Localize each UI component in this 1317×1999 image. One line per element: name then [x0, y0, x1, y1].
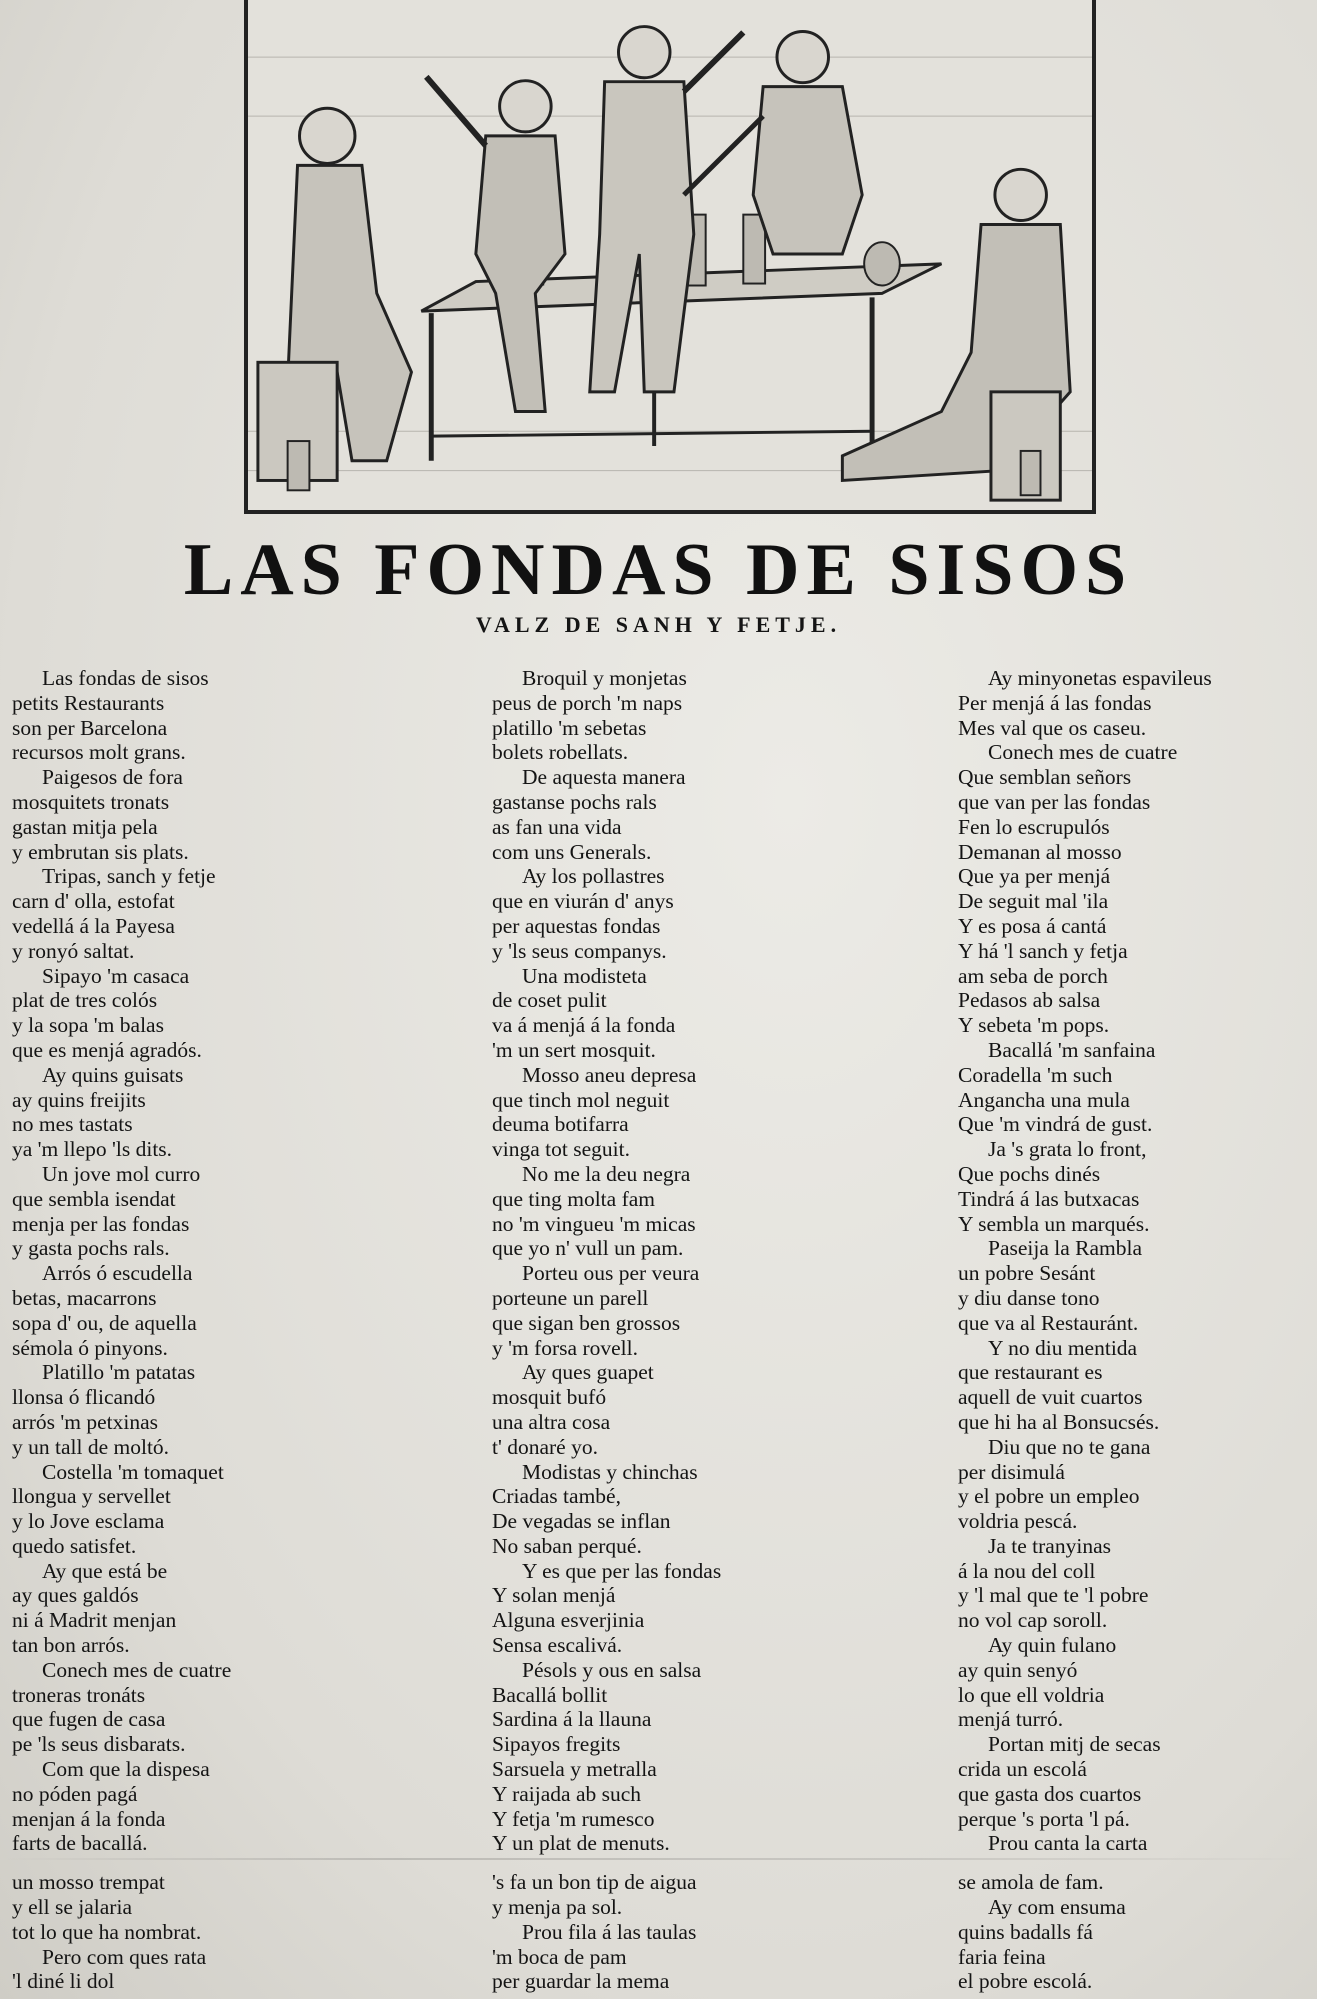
- verse-line: no póden pagá: [12, 1781, 138, 1806]
- verse-line: que gasta dos cuartos: [958, 1781, 1142, 1806]
- verse-line: Bacallá 'm sanfaina: [988, 1037, 1156, 1062]
- page-subtitle: VALZ DE SANH Y FETJE.: [475, 612, 842, 637]
- verse-line: y menja pa sol.: [492, 1895, 623, 1920]
- verse-line: tot lo que ha nombrat.: [12, 1919, 202, 1944]
- verse-line: y la sopa 'm balas: [12, 1013, 164, 1038]
- verse-column-3: [958, 666, 1212, 1994]
- verse-column-2: [492, 666, 721, 1994]
- verse-line: 'm un sert mosquit.: [492, 1037, 656, 1062]
- verse-line: mosquitets tronats: [12, 789, 170, 814]
- verse-line: un pobre Sesánt: [958, 1261, 1096, 1286]
- verse-line: carn d' olla, estofat: [12, 889, 175, 914]
- tavern-scene-icon: [248, 0, 1092, 510]
- verse-line: Per menjá á las fondas: [958, 690, 1152, 715]
- verse-line: gastan mitja pela: [12, 814, 158, 839]
- verse-line: arrós 'm petxinas: [12, 1409, 158, 1434]
- verse-line: que sigan ben grossos: [492, 1310, 681, 1335]
- verse-line: ay quins freijits: [12, 1087, 146, 1112]
- verse-line: Paseija la Rambla: [988, 1236, 1143, 1261]
- verse-line: Que pochs dinés: [958, 1161, 1101, 1186]
- verse-line: Ay quins guisats: [42, 1062, 184, 1087]
- verse-line: no mes tastats: [12, 1112, 133, 1137]
- verse-line: per guardar la mema: [492, 1969, 670, 1994]
- verse-line: y ronyó saltat.: [12, 938, 135, 963]
- verse-line: deuma botifarra: [492, 1112, 629, 1137]
- verse-line: gastanse pochs rals: [492, 789, 657, 814]
- page-title: LAS FONDAS DE SISOS: [183, 529, 1134, 611]
- verse-line: troneras tronáts: [12, 1682, 146, 1707]
- verse-line: Y raijada ab such: [492, 1781, 642, 1806]
- verse-line: y 'ls seus companys.: [492, 938, 667, 963]
- verse-line: lo que ell voldria: [958, 1682, 1105, 1707]
- verse-line: platillo 'm sebetas: [492, 715, 647, 740]
- verse-line: una altra cosa: [492, 1409, 611, 1434]
- paper-fold-line: [0, 1858, 1317, 1860]
- verse-line: Ay com ensuma: [988, 1895, 1126, 1920]
- verse-line: Diu que no te gana: [988, 1434, 1151, 1459]
- verse-line: betas, macarrons: [12, 1285, 157, 1310]
- verse-line: plat de tres colós: [12, 988, 158, 1013]
- verse-line: Conech mes de cuatre: [988, 740, 1178, 765]
- verse-line: el pobre escolá.: [958, 1969, 1093, 1994]
- verse-line: com uns Generals.: [492, 839, 652, 864]
- verse-line: Pero com ques rata: [42, 1944, 207, 1969]
- verse-line: que es menjá agradós.: [12, 1037, 202, 1062]
- verse-line: ay ques galdós: [12, 1583, 139, 1608]
- verse-line: Sensa escalivá.: [492, 1633, 623, 1658]
- verse-line: 'l diné li dol: [12, 1969, 115, 1994]
- verse-line: que en viurán d' anys: [492, 889, 674, 914]
- verse-line: Que ya per menjá: [958, 864, 1111, 889]
- verse-line: 'm boca de pam: [492, 1944, 627, 1969]
- verse-line: crida un escolá: [958, 1757, 1087, 1782]
- verse-line: Costella 'm tomaquet: [42, 1459, 224, 1484]
- verse-line: Y es posa á cantá: [958, 913, 1107, 938]
- verse-line: llonsa ó flicandó: [12, 1385, 156, 1410]
- verse-line: Y fetja 'm rumesco: [492, 1806, 655, 1831]
- verse-line: Fen lo escrupulós: [958, 814, 1110, 839]
- verse-line: que fugen de casa: [12, 1707, 166, 1732]
- verse-line: am seba de porch: [958, 963, 1108, 988]
- verse-line: quins badalls fá: [958, 1919, 1093, 1944]
- verse-line: Y es que per las fondas: [522, 1558, 722, 1583]
- verse-line: Alguna esverjinia: [492, 1608, 645, 1633]
- verse-line: y 'm forsa rovell.: [492, 1335, 638, 1360]
- verse-line: y gasta pochs rals.: [12, 1236, 170, 1261]
- verse-line: Pésols y ous en salsa: [522, 1657, 702, 1682]
- verse-line: Coradella 'm such: [958, 1062, 1113, 1087]
- verse-line: Y sembla un marqués.: [958, 1211, 1150, 1236]
- verse-line: que restaurant es: [958, 1360, 1103, 1385]
- verse-line: que tinch mol neguit: [492, 1087, 670, 1112]
- verse-line: petits Restaurants: [12, 690, 165, 715]
- verse-line: as fan una vida: [492, 814, 622, 839]
- verse-line: Y un plat de menuts.: [492, 1831, 670, 1856]
- verse-column-1: [12, 666, 231, 1994]
- verse-line: menja per las fondas: [12, 1211, 190, 1236]
- verse-line: faria feina: [958, 1944, 1046, 1969]
- verse-line: un mosso trempat: [12, 1870, 165, 1895]
- verse-line: Paigesos de fora: [42, 765, 183, 790]
- verse-line: Prou fila á las taulas: [522, 1919, 697, 1944]
- verse-line: vinga tot seguit.: [492, 1137, 630, 1162]
- verse-line: Sardina á la llauna: [492, 1707, 652, 1732]
- verse-line: que hi ha al Bonsucsés.: [958, 1409, 1160, 1434]
- verse-line: porteune un parell: [492, 1285, 649, 1310]
- verse-line: y el pobre un empleo: [958, 1484, 1140, 1509]
- verse-line: mosquit bufó: [492, 1385, 607, 1410]
- verse-line: tan bon arrós.: [12, 1633, 130, 1658]
- verse-line: Criadas també,: [492, 1484, 621, 1509]
- tavern-woodcut-illustration: [244, 0, 1096, 514]
- verse-line: y 'l mal que te 'l pobre: [958, 1583, 1149, 1608]
- verse-line: peus de porch 'm naps: [492, 690, 683, 715]
- verse-line: Arrós ó escudella: [42, 1261, 193, 1286]
- verse-line: Y solan menjá: [492, 1583, 616, 1608]
- verse-line: recursos molt grans.: [12, 740, 186, 765]
- verse-line: De aquesta manera: [522, 765, 686, 790]
- verse-line: Modistas y chinchas: [522, 1459, 698, 1484]
- verse-line: Mosso aneu depresa: [522, 1062, 697, 1087]
- verse-line: sopa d' ou, de aquella: [12, 1310, 197, 1335]
- verse-line: que sembla isendat: [12, 1186, 176, 1211]
- verse-line: Una modisteta: [522, 963, 647, 988]
- verse-line: De vegadas se inflan: [492, 1509, 671, 1534]
- verse-line: que yo n' vull un pam.: [492, 1236, 684, 1261]
- verse-line: t' donaré yo.: [492, 1434, 598, 1459]
- verse-line: de coset pulit: [492, 988, 607, 1013]
- verse-line: Ja 's grata lo front,: [988, 1137, 1147, 1162]
- verse-line: Y sebeta 'm pops.: [958, 1013, 1110, 1038]
- verse-line: que ting molta fam: [492, 1186, 656, 1211]
- verse-line: Ay minyonetas espavileus: [988, 666, 1212, 690]
- verse-line: Y no diu mentida: [988, 1335, 1138, 1360]
- verse-line: per disimulá: [958, 1459, 1065, 1484]
- verse-line: Ay los pollastres: [522, 864, 665, 889]
- verse-line: va á menjá á la fonda: [492, 1013, 676, 1038]
- verse-line: llongua y servellet: [12, 1484, 171, 1509]
- verse-line: Conech mes de cuatre: [42, 1657, 232, 1682]
- verse-line: Pedasos ab salsa: [958, 988, 1101, 1013]
- verse-line: No saban perqué.: [492, 1533, 642, 1558]
- verse-line: y diu danse tono: [958, 1285, 1100, 1310]
- verse-line: á la nou del coll: [958, 1558, 1096, 1583]
- verse-line: menjan á la fonda: [12, 1806, 166, 1831]
- verse-line: Bacallá bollit: [492, 1682, 608, 1707]
- verse-line: que van per las fondas: [958, 789, 1151, 814]
- verse-line: son per Barcelona: [12, 715, 168, 740]
- verse-line: se amola de fam.: [958, 1870, 1104, 1895]
- verse-line: Porteu ous per veura: [522, 1261, 700, 1286]
- verse-line: y ell se jalaria: [12, 1895, 132, 1920]
- verse-line: y un tall de moltó.: [12, 1434, 170, 1459]
- verse-line: Sarsuela y metralla: [492, 1757, 657, 1782]
- verse-line: Ay que está be: [42, 1558, 168, 1583]
- verse-line: pe 'ls seus disbarats.: [12, 1732, 186, 1757]
- verse-line: Portan mitj de secas: [988, 1732, 1161, 1757]
- verse-line: Tindrá á las butxacas: [958, 1186, 1140, 1211]
- verse-line: Demanan al mosso: [958, 839, 1122, 864]
- verse-line: Las fondas de sisos: [42, 666, 209, 690]
- verse-line: menjá turró.: [958, 1707, 1064, 1732]
- verse-line: quedo satisfet.: [12, 1533, 137, 1558]
- verse-line: voldria pescá.: [958, 1509, 1078, 1534]
- verse-line: 's fa un bon tip de aigua: [492, 1870, 697, 1895]
- verse-line: aquell de vuit cuartos: [958, 1385, 1143, 1410]
- verse-line: no vol cap soroll.: [958, 1608, 1108, 1633]
- verse-line: Prou canta la carta: [988, 1831, 1148, 1856]
- verse-line: Broquil y monjetas: [522, 666, 687, 690]
- verse-line: Tripas, sanch y fetje: [42, 864, 216, 889]
- verse-line: Y há 'l sanch y fetja: [958, 938, 1128, 963]
- verse-line: Com que la dispesa: [42, 1757, 210, 1782]
- verse-line: Angancha una mula: [958, 1087, 1130, 1112]
- verse-line: ni á Madrit menjan: [12, 1608, 177, 1633]
- verse-line: Que semblan señors: [958, 765, 1132, 790]
- verse-line: vedellá á la Payesa: [12, 913, 175, 938]
- verse-line: No me la deu negra: [522, 1161, 691, 1186]
- verse-line: ya 'm llepo 'ls dits.: [12, 1137, 173, 1162]
- verse-line: Sipayos fregits: [492, 1732, 621, 1757]
- verse-line: Sipayo 'm casaca: [42, 963, 190, 988]
- verse-line: De seguit mal 'ila: [958, 889, 1109, 914]
- verse-line: perque 's porta 'l pá.: [958, 1806, 1130, 1831]
- verse-line: Ja te tranyinas: [988, 1533, 1111, 1558]
- verse-line: bolets robellats.: [492, 740, 629, 765]
- verse-line: ay quin senyó: [958, 1657, 1078, 1682]
- verse-line: farts de bacallá.: [12, 1831, 148, 1856]
- verse-line: Platillo 'm patatas: [42, 1360, 196, 1385]
- verse-line: no 'm vingueu 'm micas: [492, 1211, 696, 1236]
- verse-line: que va al Restauránt.: [958, 1310, 1139, 1335]
- verse-line: y lo Jove esclama: [12, 1509, 165, 1534]
- verse-line: Ay quin fulano: [988, 1633, 1117, 1658]
- verse-line: Mes val que os caseu.: [958, 715, 1147, 740]
- verse-line: per aquestas fondas: [492, 913, 661, 938]
- verse-line: Un jove mol curro: [42, 1161, 201, 1186]
- verse-line: Que 'm vindrá de gust.: [958, 1112, 1153, 1137]
- verse-line: y embrutan sis plats.: [12, 839, 189, 864]
- verse-line: Ay ques guapet: [522, 1360, 654, 1385]
- verse-line: sémola ó pinyons.: [12, 1335, 168, 1360]
